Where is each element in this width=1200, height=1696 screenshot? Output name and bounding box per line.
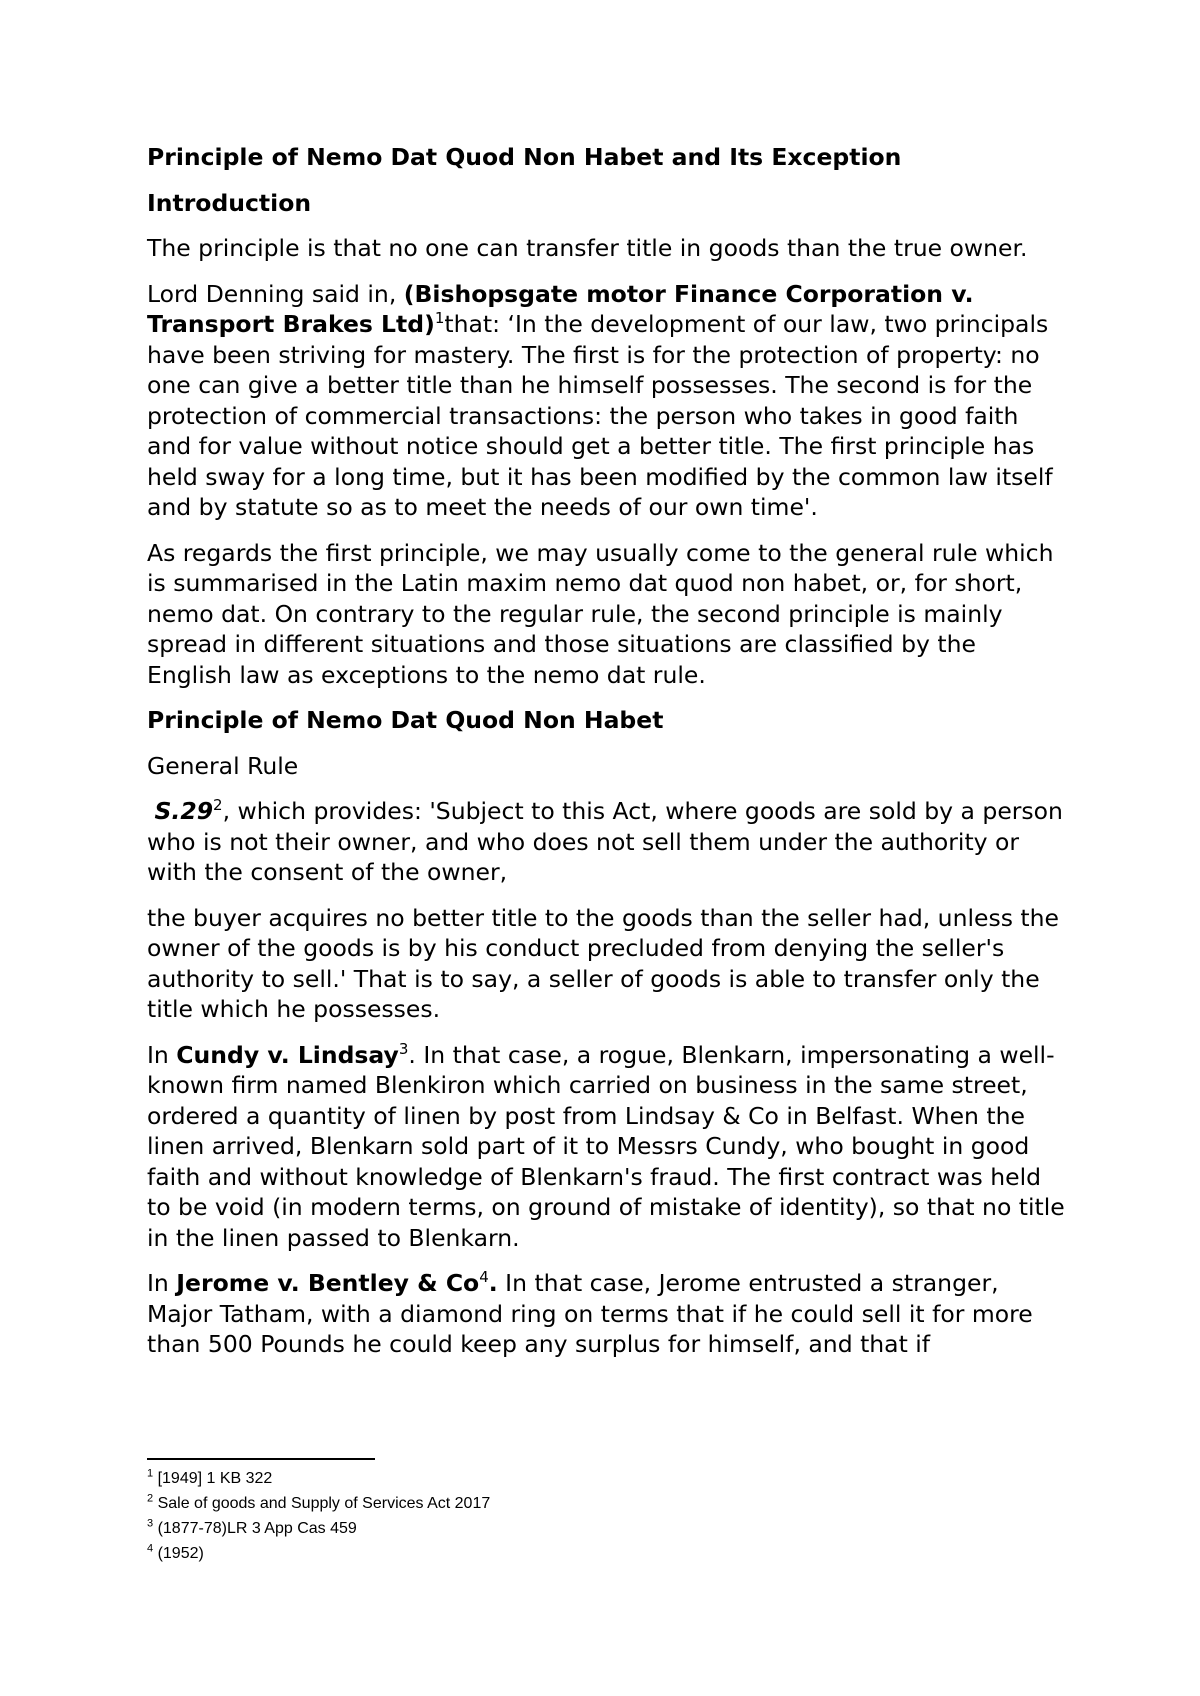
denning-quote: that: ‘In the development of our law, two principals have been striving for mastery. The first is for the protection of property: no one can give a better title than he himself possesses. The second is for the protection of commercial transactions: the person who takes in good faith and for value without notice should get a better title. The first principle has held sway for a long time, but it has been modified by the common law itself and by statute so as to meet the needs of our own time'. [147,310,1053,521]
footnote-1 [147,1466,1047,1491]
footnote-ref-1: 1 [434,309,445,328]
case-name-cundy: Cundy v. Lindsay [176,1040,399,1069]
first-principle-paragraph: As regards the first principle, we may usually come to the general rule which is summarised in the Latin maxim nemo dat quod non habet, or, for short, nemo dat. On contrary to the regular rule, the second principle is mainly spread in different situations and those situations are classified by the English law as exceptions to the nemo dat rule. [147,538,1054,689]
footnote-ref-2: 2 [213,796,223,815]
section-label-s29: S.29 [154,797,214,825]
jerome-dot: . [488,1269,498,1297]
section-heading-introduction: Introduction [147,188,312,217]
footnote-text: (1877-78)LR 3 App Cas 459 [153,1520,357,1537]
footnote-4 [147,1541,1047,1566]
document-title: Principle of Nemo Dat Quod Non Habet and Its Exception [147,143,902,171]
denning-lead: Lord Denning said in, [147,279,404,308]
footnote-text: (1952) [153,1545,204,1562]
section-heading-principle: Principle of Nemo Dat Quod Non Habet [147,706,664,734]
document-body [147,142,1067,1375]
denning-paragraph [147,279,1067,523]
subheading-general-rule: General Rule [147,751,299,780]
footnote-marker: 2 [147,1492,154,1505]
footnote-text: Sale of goods and Supply of Services Act 2017 [153,1495,491,1512]
jerome-text: In that case, Jerome entrusted a stranger, Major Tatham, with a diamond ring on terms that if he could sell it for more than 500 Pounds he could keep any surplus for himself, and that if [147,1269,1033,1358]
footnote-ref-4: 4 [479,1268,489,1287]
jerome-paragraph [147,1268,1067,1360]
s29-continuation-paragraph: the buyer acquires no better title to the goods than the seller had, unless the owner of the goods is by his conduct precluded from denying the seller's authority to sell.' That is to say, a seller of goods is able to transfer only the title which he possesses. [147,903,1059,1023]
cundy-text: . In that case, a rogue, Blenkarn, impersonating a well-known firm named Blenkiron which carried on business in the same street, ordered a quantity of linen by post from Lindsay & Co in Belfast. When the linen arrived, Blenkarn sold part of it to Messrs Cundy, who bought in good faith and without knowledge of Blenkarn's fraud. The first contract was held to be void (in modern terms, on ground of mistake of identity), so that no title in the linen passed to Blenkarn. [147,1040,1065,1252]
footnote-ref-3: 3 [398,1039,409,1058]
case-name-bishopsgate: (Bishopsgate motor Finance Corporation v. Transport Brakes Ltd) [147,279,974,338]
s29-text: , which provides: 'Subject to this Act, where goods are sold by a person who is not their owner, and who does not sell them under the authority or with the consent of the owner, [147,797,1063,886]
s29-paragraph [147,796,1067,888]
footnote-marker: 1 [147,1467,154,1480]
case-name-jerome: Jerome v. Bentley & Co [176,1269,480,1297]
cundy-lead: In [147,1040,177,1069]
cundy-paragraph [147,1040,1067,1254]
jerome-lead: In [147,1269,177,1297]
footnote-marker: 4 [147,1542,154,1555]
footnote-2 [147,1491,1047,1516]
intro-paragraph: The principle is that no one can transfer title in goods than the true owner. [147,234,1028,262]
footnote-marker: 3 [147,1517,154,1530]
footnote-3 [147,1516,1047,1541]
footnote-text: [1949] 1 KB 322 [153,1470,273,1487]
footnote-separator [147,1458,375,1460]
footnotes [147,1466,1047,1566]
